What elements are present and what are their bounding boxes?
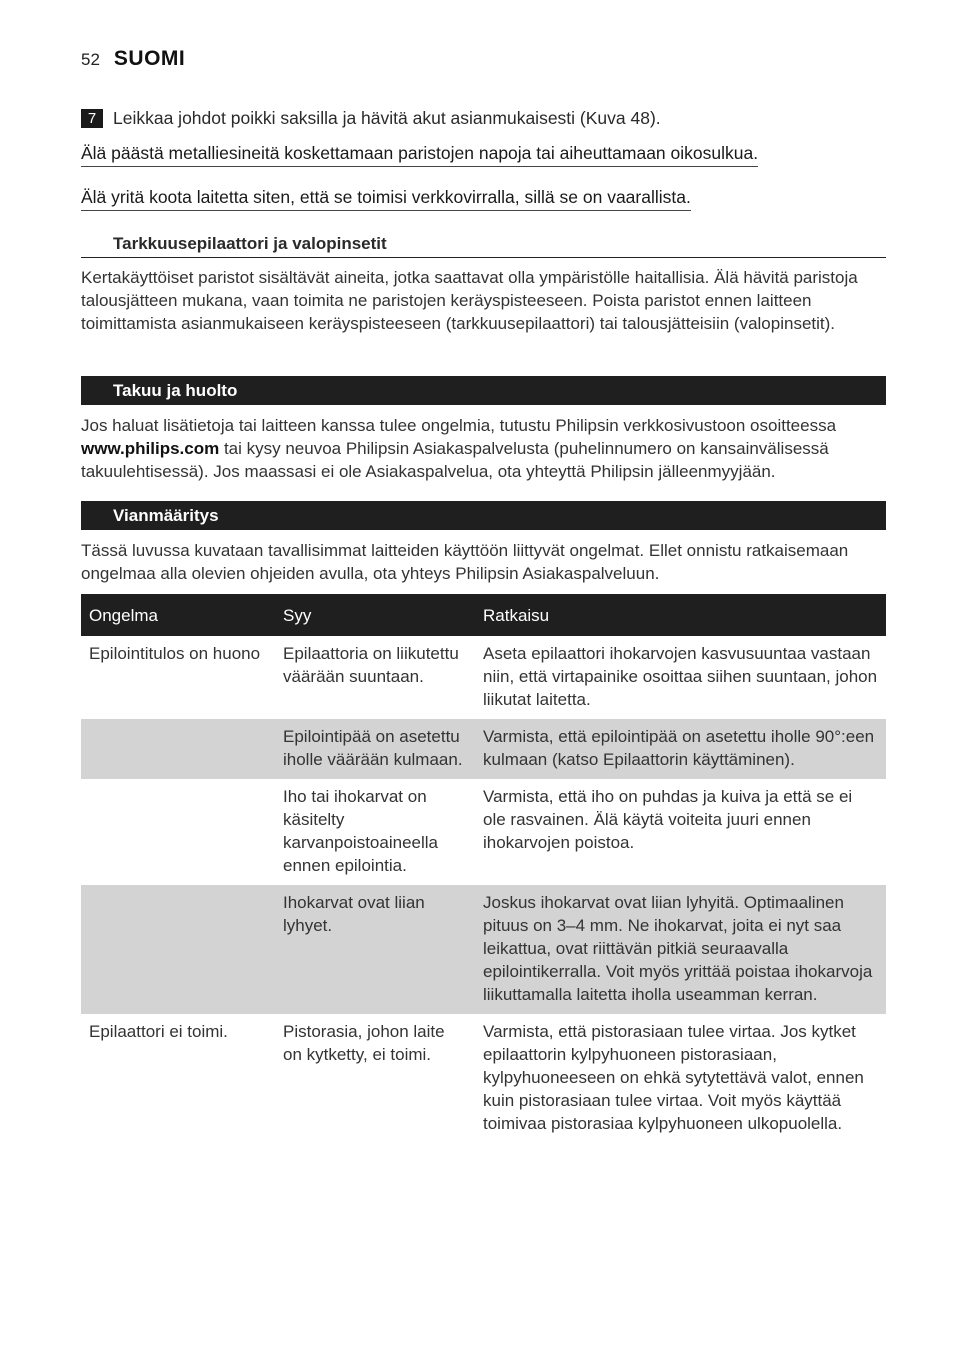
solution-cell: Varmista, että iho on puhdas ja kuiva ja että se ei ole rasvainen. Älä käytä voiteita juuri ennen ihokarvojen poistoa. [483,787,853,852]
warranty-heading: Takuu ja huolto [113,381,238,400]
step-number-badge: 7 [81,109,103,128]
battery-subheading-text: Tarkkuusepilaattori ja valopinsetit [113,234,387,253]
solution-cell: Varmista, että epilointipää on asetettu iholle 90°:een kulmaan (katso Epilaattorin käyttäminen). [475,719,886,779]
troubleshooting-section-bar [81,501,886,530]
page-header [81,47,185,75]
cause-cell: Epilaattoria on liikutettu väärään suuntaan. [283,644,459,686]
column-header-solution: Ratkaisu [475,594,886,636]
page-number: 52 [81,50,100,69]
solution-cell: Aseta epilaattori ihokarvojen kasvusuuntaa vastaan niin, että virtapainike osoittaa siihen suuntaan, johon liikutat laitetta. [483,644,878,709]
problem-cell: Epilaattori ei toimi. [89,1022,228,1041]
warranty-text-after: tai kysy neuvoa Philipsin Asiakaspalvelusta (puhelinnumero on kansainvälisessä takuulehtisessä). Jos maassasi ei ole Asiakaspalvelua, ota yhteyttä Philipsin jälleenmyyjään. [81,439,829,481]
problem-cell [81,719,275,779]
warranty-section-bar [81,376,886,405]
warning-mains-power: Älä yritä koota laitetta siten, että se toimisi verkkovirralla, sillä se on vaarallista. [81,187,691,211]
philips-website-link[interactable]: www.philips.com [81,439,220,458]
cause-cell: Ihokarvat ovat liian lyhyet. [275,885,475,1014]
table-row [81,779,886,885]
column-header-cause: Syy [275,594,475,636]
warning-short-circuit: Älä päästä metalliesineitä koskettamaan paristojen napoja tai aiheuttamaan oikosulkua. [81,143,758,167]
solution-cell: Varmista, että pistorasiaan tulee virtaa. Jos kytket epilaattorin kylpyhuoneen pistorasiaan, kylpyhuoneeseen on ehkä sytytettävä valot, ennen kuin pistorasiaan tulee virtaa. Voit myös käyttää toimivaa pistorasiaa kylpyhuoneen ulkopuolella. [483,1022,864,1133]
table-row [81,719,886,779]
cause-cell: Epilointipää on asetettu iholle väärään kulmaan. [275,719,475,779]
problem-cell [81,885,275,1014]
battery-subheading [81,231,886,258]
problem-cell [81,779,275,885]
problem-cell: Epilointitulos on huono [89,644,261,663]
cause-cell: Pistorasia, johon laite on kytketty, ei toimi. [283,1022,445,1064]
solution-cell: Joskus ihokarvat ovat liian lyhyitä. Optimaalinen pituus on 3–4 mm. Ne ihokarvat, joita ei nyt saa leikattua, ovat riittävän pitkiä seuraavalla epilointikerralla. Voit myös yrittää poistaa ihokarvoja liikuttamalla laitetta iholla useamman kerran. [475,885,886,1014]
battery-paragraph: Kertakäyttöiset paristot sisältävät aineita, jotka saattavat olla ympäristölle haitallisia. Älä hävitä paristoja talousjätteen mukana, vaan toimita ne paristojen keräyspisteeseen. Poista paristot ennen laitteen toimittamista asianmukaiseen keräyspisteeseen (tarkkuusepilaattori) tai talousjätteisiin (valopinsetit). [81,268,858,333]
troubleshooting-table [81,594,886,1143]
troubleshooting-intro: Tässä luvussa kuvataan tavallisimmat laitteiden käyttöön liittyvät ongelmat. Ellet onnistu ratkaisemaan ongelmaa alla olevien ohjeiden avulla, ota yhteys Philipsin Asiakaspalveluun. [81,541,849,583]
table-row [81,885,886,1014]
column-header-problem: Ongelma [81,594,275,636]
warranty-text-before: Jos haluat lisätietoja tai laitteen kanssa tulee ongelmia, tutustu Philipsin verkkosivustoon osoitteessa [81,416,837,435]
table-row [81,636,886,719]
cause-cell: Iho tai ihokarvat on käsitelty karvanpoistoaineella ennen epilointia. [283,787,438,875]
step-text: Leikkaa johdot poikki saksilla ja hävitä akut asianmukaisesti (Kuva 48). [113,108,661,128]
table-row [81,1014,886,1143]
page-language-title: SUOMI [113,47,186,70]
warranty-paragraph [81,414,886,483]
step-7 [81,108,661,129]
table-header-row [81,594,886,636]
troubleshooting-heading: Vianmääritys [113,506,219,525]
